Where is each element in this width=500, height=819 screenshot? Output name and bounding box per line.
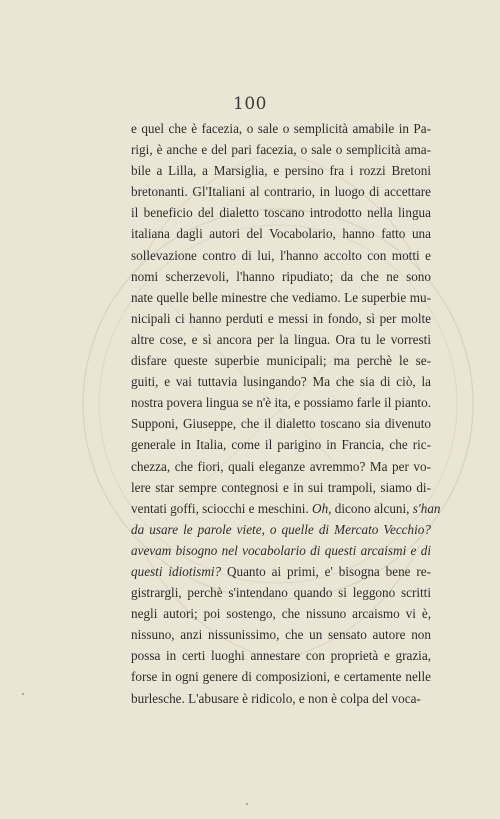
text-line	[131, 688, 431, 709]
text-line	[131, 160, 431, 181]
text-line	[131, 456, 431, 477]
text-run: il beneficio del dialetto toscano introdotto nella lingua	[131, 205, 431, 221]
text-line	[131, 266, 431, 287]
text-run: nomi scherzevoli, l'hanno ripudiato; da che ne sono	[131, 268, 431, 284]
text-run: chezza, che fiori, quali eleganze avremmo? Ma per vo-	[131, 458, 431, 474]
text-run: nicipali ci hanno perduti e messi in fondo, sì per molte	[131, 310, 431, 326]
text-run: possa in certi luoghi annestare con proprietà e grazia,	[131, 648, 431, 664]
text-line	[131, 392, 431, 413]
text-line	[131, 561, 431, 582]
text-run: disfare queste superbie municipali; ma perchè le se-	[131, 353, 431, 369]
text-line	[131, 181, 431, 202]
text-run: Supponi, Giuseppe, che il dialetto toscano sia divenuto	[131, 416, 431, 432]
text-line	[131, 350, 431, 371]
text-run: Quanto ai primi, e' bisogna bene re-	[221, 563, 431, 579]
text-line	[131, 287, 431, 308]
text-run: guiti, e vai tuttavia lusingando? Ma che sia di ciò, la	[131, 374, 431, 390]
text-run: burlesche. L'abusare è ridicolo, e non è colpa del voca-	[131, 690, 421, 706]
text-line	[131, 434, 431, 455]
text-run: sollevazione contro di lui, l'hanno accolto con motti e	[131, 247, 431, 263]
text-run: negli autori; poi sostengo, che nissuno arcaismo vi è,	[131, 606, 431, 622]
text-line	[131, 413, 431, 434]
text-run: nissuno, anzi nissunissimo, che un sensato autore non	[131, 627, 431, 643]
text-run: bile a Lilla, a Marsiglia, e persino fra i rozzi Bretoni	[131, 163, 431, 179]
page-number: 100	[233, 94, 267, 114]
text-line	[131, 540, 431, 561]
text-line	[131, 477, 431, 498]
italic-text: avevam bisogno nel vocabolario di questi arcaismi e di	[131, 542, 431, 558]
text-line	[131, 498, 441, 519]
text-line	[131, 202, 431, 223]
text-run: dicono alcuni,	[331, 500, 413, 516]
text-line	[131, 603, 431, 624]
text-run: altre cose, e sì ancora per la lingua. Ora tu le vorresti	[131, 331, 431, 347]
text-line	[131, 139, 431, 160]
text-line	[131, 371, 431, 392]
text-run: italiana dagli autori del Vocabolario, hanno fatto una	[131, 226, 431, 242]
text-run: bretonanti. Gl'Italiani al contrario, in luogo di accettare	[131, 184, 431, 200]
italic-text: da usare le parole viete, o quelle di Mercato Vecchio?	[131, 521, 431, 537]
text-line	[131, 645, 431, 666]
text-run: gistrargli, perchè s'intendano quando si leggono scritti	[131, 585, 431, 601]
text-line	[131, 582, 431, 603]
text-run: ventati goffi, sciocchi e meschini.	[131, 500, 313, 516]
text-run: rigi, è anche e del pari facezia, o sale o semplicità ama-	[131, 142, 431, 158]
text-line	[131, 329, 431, 350]
text-line	[131, 666, 431, 687]
text-line	[131, 118, 431, 139]
text-line	[131, 308, 431, 329]
italic-text: s'han	[412, 500, 441, 516]
body-text	[131, 118, 441, 709]
text-run: nostra povera lingua se n'è ita, e possiamo farle il pianto.	[131, 395, 431, 411]
text-line	[131, 519, 431, 540]
text-run: e quel che è facezia, o sale o semplicità amabile in Pa-	[131, 121, 431, 136]
text-line	[131, 223, 431, 244]
paper-speck	[22, 693, 24, 695]
text-run: lere star sempre contegnosi e in sui trampoli, siamo di-	[131, 479, 431, 495]
paper-speck	[246, 803, 248, 805]
text-line	[131, 245, 431, 266]
text-run: generale in Italia, come il parigino in Francia, che ric-	[131, 437, 431, 453]
italic-text: questi idiotismi?	[131, 563, 222, 579]
text-run: nate quelle belle minestre che vediamo. Le superbie mu-	[131, 289, 431, 305]
text-run: forse in ogni genere di composizioni, e certamente nelle	[131, 669, 431, 685]
text-line	[131, 624, 431, 645]
italic-text: Oh,	[312, 500, 332, 516]
